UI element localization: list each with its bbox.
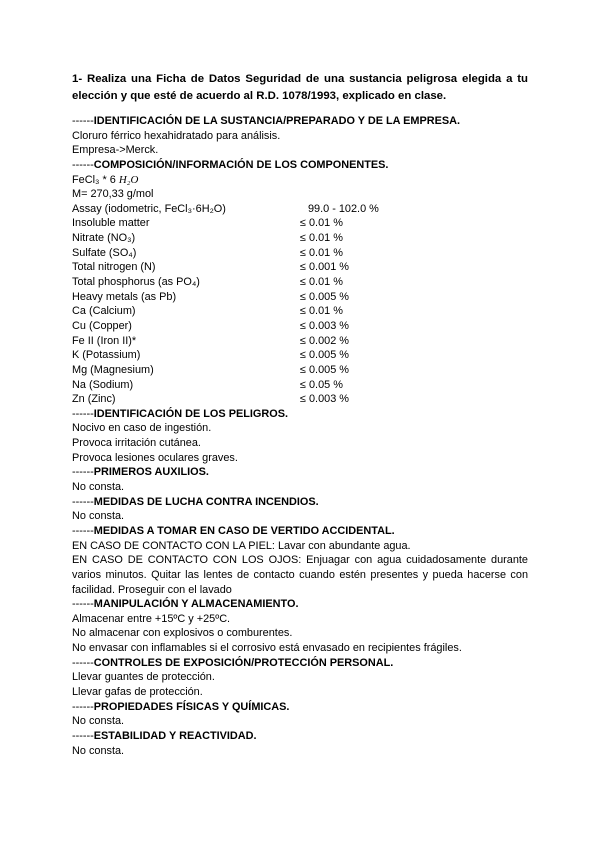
safety-data-sheet bbox=[72, 114, 528, 758]
spec-row bbox=[72, 304, 528, 319]
spec-value: ≤ 0.01 % bbox=[300, 217, 343, 230]
heading-text: CONTROLES DE EXPOSICIÓN/PROTECCIÓN PERSONAL. bbox=[93, 656, 394, 669]
spec-label: Fe II (Iron II)* bbox=[72, 334, 137, 347]
text-line: No consta. bbox=[72, 715, 125, 728]
spec-value: ≤ 0.005 % bbox=[300, 290, 349, 303]
text-line: Llevar guantes de protección. bbox=[72, 671, 215, 684]
heading-dash: ------ bbox=[72, 598, 94, 611]
spec-value: ≤ 0.01 % bbox=[300, 246, 343, 259]
spec-row-assay bbox=[72, 202, 528, 217]
text-paragraph-eye-contact: EN CASO DE CONTACTO CON LOS OJOS: Enjuagar con agua cuidadosamente durante varios minutos. Quitar las lentes de contacto cuando estén presentes y pueda hacerse con facilidad. Proseguir con el lavado bbox=[72, 554, 528, 596]
spec-label: Heavy metals (as Pb) bbox=[72, 290, 177, 303]
spec-row bbox=[72, 290, 528, 305]
spec-label: Mg (Magnesium) bbox=[72, 363, 154, 376]
spec-label: K (Potassium) bbox=[72, 349, 141, 362]
spec-row bbox=[72, 319, 528, 334]
spec-row bbox=[72, 275, 528, 290]
spec-label: Ca (Calcium) bbox=[72, 305, 136, 318]
spec-row bbox=[72, 260, 528, 275]
heading-text: MEDIDAS DE LUCHA CONTRA INCENDIOS. bbox=[93, 495, 319, 508]
text-line: No consta. bbox=[72, 481, 125, 494]
heading-text: COMPOSICIÓN/INFORMACIÓN DE LOS COMPONENTES. bbox=[93, 158, 389, 171]
heading-text: IDENTIFICACIÓN DE LA SUSTANCIA/PREPARADO Y DE LA EMPRESA. bbox=[93, 115, 461, 127]
spec-value: 99.0 - 102.0 % bbox=[308, 202, 379, 215]
section-heading-hazards bbox=[72, 407, 528, 422]
heading-text: PROPIEDADES FÍSICAS Y QUÍMICAS. bbox=[93, 700, 290, 713]
section-heading-exposure-controls bbox=[72, 656, 528, 671]
section-heading-firefighting bbox=[72, 495, 528, 510]
text-line: No consta. bbox=[72, 510, 125, 523]
heading-dash: ------ bbox=[72, 115, 94, 127]
spec-value: ≤ 0.003 % bbox=[300, 393, 349, 406]
spec-value: ≤ 0.01 % bbox=[300, 232, 343, 245]
spec-value: ≤ 0.05 % bbox=[300, 378, 343, 391]
spec-row bbox=[72, 246, 528, 261]
section-heading-first-aid bbox=[72, 465, 528, 480]
molar-mass: M= 270,33 g/mol bbox=[72, 188, 154, 201]
text-line: Cloruro férrico hexahidratado para análisis. bbox=[72, 129, 281, 142]
section-heading-composition bbox=[72, 158, 528, 173]
formula-prefix: FeCl₃ * 6 bbox=[72, 173, 119, 186]
text-line: Provoca lesiones oculares graves. bbox=[72, 451, 238, 464]
text-line: Llevar gafas de protección. bbox=[72, 686, 203, 699]
heading-dash: ------ bbox=[72, 466, 94, 479]
text-line: Nocivo en caso de ingestión. bbox=[72, 422, 212, 435]
question-heading: 1- Realiza una Ficha de Datos Seguridad de una sustancia peligrosa elegida a tu elección y que esté de acuerdo al R.D. 1078/1993, explicado en clase. bbox=[72, 73, 528, 102]
heading-dash: ------ bbox=[72, 700, 94, 713]
section-heading-stability bbox=[72, 729, 528, 744]
heading-dash: ------ bbox=[72, 158, 94, 171]
heading-text: PRIMEROS AUXILIOS. bbox=[93, 466, 209, 479]
spec-row bbox=[72, 378, 528, 393]
text-line: No almacenar con explosivos o comburentes. bbox=[72, 627, 293, 640]
spec-value: ≤ 0.002 % bbox=[300, 334, 349, 347]
spec-label: Nitrate (NO₃) bbox=[72, 232, 136, 245]
formula-water: H₂O bbox=[118, 173, 139, 186]
text-line: Provoca irritación cutánea. bbox=[72, 437, 201, 450]
chemical-formula bbox=[72, 173, 528, 188]
spec-value: ≤ 0.005 % bbox=[300, 363, 349, 376]
heading-dash: ------ bbox=[72, 656, 94, 669]
section-heading-accidental-release bbox=[72, 524, 528, 539]
heading-text: MEDIDAS A TOMAR EN CASO DE VERTIDO ACCIDENTAL. bbox=[93, 524, 395, 537]
spec-label: Sulfate (SO₄) bbox=[72, 246, 137, 259]
spec-label: Assay (iodometric, FeCl₃·6H₂O) bbox=[72, 202, 226, 215]
spec-row bbox=[72, 392, 528, 407]
text-line-skin-contact: EN CASO DE CONTACTO CON LA PIEL: Lavar con abundante agua. bbox=[72, 539, 411, 552]
spec-label: Cu (Copper) bbox=[72, 319, 132, 332]
section-heading-identification bbox=[72, 114, 528, 129]
spec-row bbox=[72, 216, 528, 231]
heading-dash: ------ bbox=[72, 495, 94, 508]
spec-label: Total nitrogen (N) bbox=[72, 261, 156, 274]
spec-value: ≤ 0.005 % bbox=[300, 349, 349, 362]
heading-dash: ------ bbox=[72, 729, 94, 742]
section-heading-handling-storage bbox=[72, 597, 528, 612]
heading-text: IDENTIFICACIÓN DE LOS PELIGROS. bbox=[93, 407, 288, 420]
spec-row bbox=[72, 334, 528, 349]
heading-text: MANIPULACIÓN Y ALMACENAMIENTO. bbox=[93, 598, 299, 611]
spec-row bbox=[72, 363, 528, 378]
text-line: No consta. bbox=[72, 744, 125, 757]
spec-label: Insoluble matter bbox=[72, 217, 150, 230]
text-line: Empresa->Merck. bbox=[72, 144, 159, 157]
spec-row bbox=[72, 231, 528, 246]
spec-label: Total phosphorus (as PO₄) bbox=[72, 276, 200, 289]
heading-text: ESTABILIDAD Y REACTIVIDAD. bbox=[93, 729, 257, 742]
spec-value: ≤ 0.01 % bbox=[300, 305, 343, 318]
spec-label: Zn (Zinc) bbox=[72, 393, 116, 406]
spec-value: ≤ 0.001 % bbox=[300, 261, 349, 274]
heading-dash: ------ bbox=[72, 407, 94, 420]
section-heading-physical-properties bbox=[72, 700, 528, 715]
spec-row bbox=[72, 348, 528, 363]
text-line: Almacenar entre +15ºC y +25ºC. bbox=[72, 612, 231, 625]
spec-label: Na (Sodium) bbox=[72, 378, 134, 391]
spec-value: ≤ 0.01 % bbox=[300, 276, 343, 289]
heading-dash: ------ bbox=[72, 524, 94, 537]
text-line: No envasar con inflamables si el corrosivo está envasado en recipientes frágiles. bbox=[72, 642, 462, 655]
spec-value: ≤ 0.003 % bbox=[300, 319, 349, 332]
